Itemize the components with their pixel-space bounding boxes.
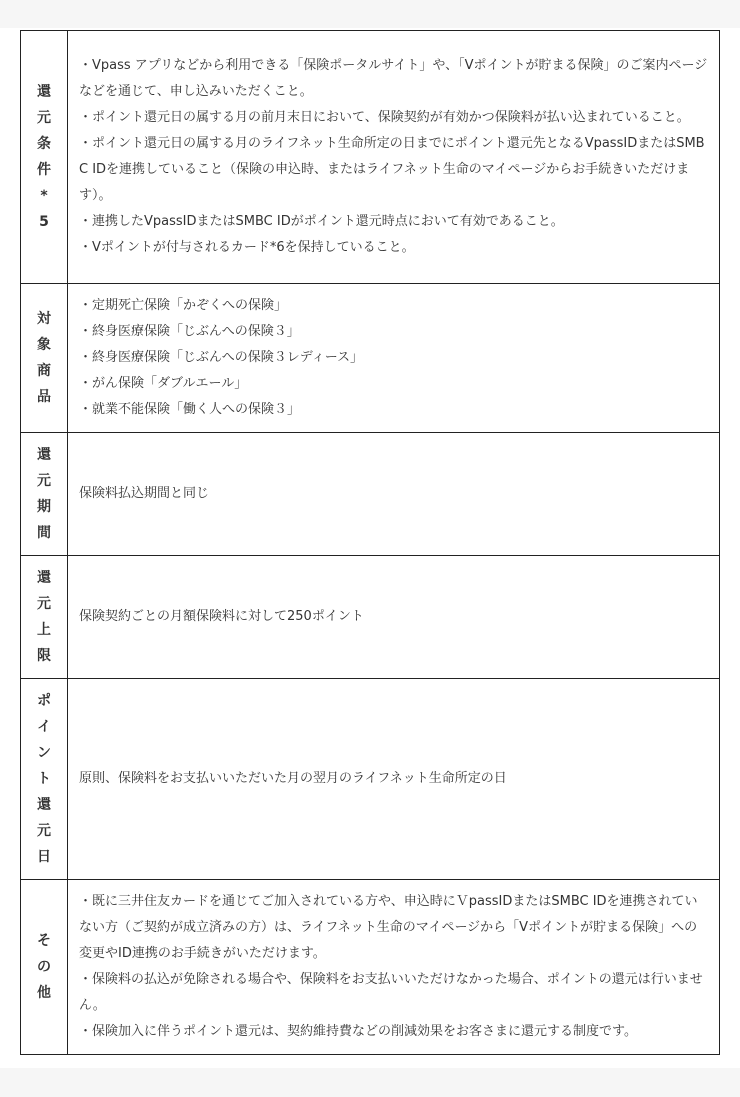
row-header-label: 対象商品 xyxy=(37,311,51,405)
row-header xyxy=(21,284,68,433)
product-line: ・終身医療保険「じぶんへの保険３レディース」 xyxy=(79,350,364,365)
table-row-target-products xyxy=(21,284,720,433)
table-row-return-conditions xyxy=(21,31,720,284)
product-line: ・がん保険「ダブルエール」 xyxy=(79,376,248,391)
point-terms-table xyxy=(20,30,720,1055)
row-header xyxy=(21,31,68,284)
row-header xyxy=(21,556,68,679)
period-line: 保険料払込期間と同じ xyxy=(79,486,210,501)
row-header-label: ポイント還元日 xyxy=(37,693,51,865)
row-content xyxy=(68,880,720,1055)
row-header-label: 還元条件*5 xyxy=(37,84,51,230)
row-content xyxy=(68,284,720,433)
row-content xyxy=(68,433,720,556)
table-row-return-date xyxy=(21,679,720,880)
condition-line: ・ポイント還元日の属する月のライフネット生命所定の日までにポイント還元先となるVpassIDまたはSMBC IDを連携していること（保険の申込時、またはライフネット生命のマイページからお手続きいただけます）。 xyxy=(79,136,705,203)
table-row-return-period xyxy=(21,433,720,556)
row-content xyxy=(68,556,720,679)
product-line: ・就業不能保険「働く人への保険３」 xyxy=(79,402,301,417)
product-line: ・定期死亡保険「かぞくへの保険」 xyxy=(79,298,288,313)
row-header xyxy=(21,433,68,556)
limit-line: 保険契約ごとの月額保険料に対して250ポイント xyxy=(79,609,364,624)
row-content xyxy=(68,31,720,284)
other-line: ・保険料の払込が免除される場合や、保険料をお支払いいただけなかった場合、ポイントの還元は行いません。 xyxy=(79,972,703,1013)
row-header-label: 還元期間 xyxy=(37,447,51,541)
other-line: ・既に三井住友カードを通じてご加入されている方や、申込時にＶpassIDまたはSMBC IDを連携されていない方（ご契約が成立済みの方）は、ライフネット生命のマイページから「Vポイントが貯まる保険」への変更やID連携のお手続きがいただけます。 xyxy=(79,894,698,961)
row-header-label: 還元上限 xyxy=(37,570,51,664)
table-row-other xyxy=(21,880,720,1055)
table-row-return-limit xyxy=(21,556,720,679)
condition-line: ・Vpass アプリなどから利用できる「保険ポータルサイト」や、「Vポイントが貯まる保険」のご案内ページなどを通じて、申し込みいただくこと。 xyxy=(79,58,708,99)
row-header-label: その他 xyxy=(37,933,51,1001)
date-line: 原則、保険料をお支払いいただいた月の翌月のライフネット生命所定の日 xyxy=(79,771,507,786)
other-line: ・保険加入に伴うポイント還元は、契約維持費などの削減効果をお客さまに還元する制度です。 xyxy=(79,1024,637,1039)
condition-line: ・連携したVpassIDまたはSMBC IDがポイント還元時点において有効であること。 xyxy=(79,214,564,229)
product-line: ・終身医療保険「じぶんへの保険３」 xyxy=(79,324,300,339)
condition-line: ・Vポイントが付与されるカード*6を保持していること。 xyxy=(79,240,415,255)
row-content xyxy=(68,679,720,880)
row-header xyxy=(21,880,68,1055)
condition-line: ・ポイント還元日の属する月の前月末日において、保険契約が有効かつ保険料が払い込まれていること。 xyxy=(79,110,690,125)
row-header xyxy=(21,679,68,880)
